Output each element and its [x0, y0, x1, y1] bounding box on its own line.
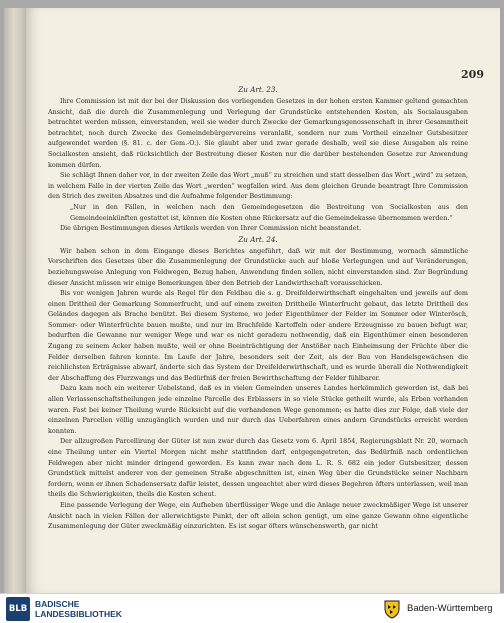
paragraph: Der allzugroßen Parcellirung der Güter ist nun zwar durch das Gesetz vom 6. April 1854, Regierungsblatt Nr. 20, wornach eine Theilung unter ein Viertel Morgen nicht mehr stattfinden darf, entgegengetreten, das Bedürfniß nach ordentlichen Feldwegen aber nicht minder dringend geworden. Es kann zwar nach dem L. R. S. 682 ein jeder Gutsbesitzer, dessen Grundstück mittelst anderer von der gemeinen Straße abgeschnitten ist, einen Weg über die Grundstücke seiner Nachbarn fordern, wenn er ihnen Schadensersatz dafür leistet, dessen ungeachtet aber wird dieses Begehren öfters unterlassen, weil man theils die Schwierigkeiten, theils die Kosten scheut.: [48, 437, 468, 499]
library-name-line2: LANDESBIBLIOTHEK: [35, 609, 122, 619]
state-name[interactable]: Baden-Württemberg: [407, 603, 493, 614]
page-text: [48, 84, 468, 532]
footer-bar: [0, 593, 504, 623]
section-heading-art-23: Zu Art. 23.: [238, 85, 278, 94]
quoted-provision: „Nur in den Fällen, in welchen nach den Gemeindegesetzen die Bestreitung von Socialkosten aus den Gemeindeeinkünften gestattet ist, können die Kosten ohne Rückersatz auf die Gemeindekasse übernommen werden.“: [70, 202, 468, 222]
paragraph: Wir haben schon in dem Eingange dieses Berichtes angeführt, daß wir mit der Bestimmung, wornach sämmtliche Vorschriften des Gesetzes über die Zusammenlegung der Grundstücke auch auf bloße Verlegungen und auf Veränderungen, beziehungsweise Anlegung von Feldwegen, Bezug haben, Anwendung finden sollen, nicht einverstanden sind. Zur Begründung dieser Ansicht müssen wir einige Bemerkungen über den Betrieb der Landwirthschaft vorausschicken.: [48, 246, 468, 287]
paragraph: Sie schlägt Ihnen daher vor, in der zweiten Zeile das Wort „muß“ zu streichen und statt desselben das Wort „wird“ zu setzen, in welchem Falle in der vierten Zeile das Wort „werden“ wegfallen wird. Aus dem gleichen Grunde beantragt Ihre Commission den Strich des zweiten Absatzes und die Aufnahme folgender Bestimmung:: [48, 171, 468, 201]
book-page-edges: [4, 8, 28, 593]
library-name-line1: BADISCHE: [35, 599, 80, 609]
baden-wuerttemberg-crest-icon: [382, 599, 402, 619]
blb-logo[interactable]: BLB: [6, 597, 30, 621]
paragraph: Eine passende Verlegung der Wege, ein Aufheben überflüssiger Wege und die Anlage neuer zweckmäßiger Wege ist unserer Ansicht nach in vielen Fällen der allerwichtigste Punkt, der oft allein schon genügt, um eine ganze Gewann ohne eigentliche Zusammenlegung der Güter zweckmäßig einzurichten. Es ist sogar öfters wünschenswerth, gar nicht: [48, 500, 468, 531]
paragraph: Die übrigen Bestimmungen dieses Artikels werden von Ihrer Commission nicht beanstandet.: [60, 224, 362, 233]
page-number: 209: [461, 68, 484, 81]
paragraph: Ihre Commission ist mit der bei der Diskussion des vorliegenden Gesetzes in der hohen ersten Kammer geltend gemachten Ansicht, daß die durch die Zusammenlegung und Verlegung der Grundstücke entstehenden Kosten, als Socialausgaben betrachtet werden müssen, einverstanden, weil sie weder durch Zwecke der Gemarkungsgenossenschaft in ihrer Gesammtheit betrachtet, noch durch Zwecke des Gemeindebürgervereins veranlaßt, sondern nur zum Vortheil einzelner Gutsbesitzer aufgewendet werden (§. 81. c. der Gem.-O.). Sie glaubt aber und zwar gerade deshalb, weil sie diese Ausgaben als reine Socialkosten ansieht, daß rücksichtlich der Bestreitung dieser Kosten nur die darüber bestehenden Gesetze zur Anwendung kommen dürfen.: [48, 97, 468, 169]
library-name[interactable]: [35, 599, 122, 619]
section-heading-art-24: Zu Art. 24.: [238, 234, 278, 244]
paragraph: Bis vor wenigen Jahren wurde als Regel für den Feldbau die s. g. Dreifelderwirthschaft eingehalten und jeweils auf dem einen Drittheil der Gemarkung Sommerfrucht, und auf einem zweiten Drittheile Winterfrucht gebaut, das letzte Drittheil des Geländes dagegen als Brache benützt. Bei diesem Systeme, wo jeder Eigenthümer der Felder im Sommer oder Winterösch, Sommer- oder Winterfrüchte bauen mußte, und nur im Brachfelde Kartoffeln oder andere Erzeugnisse zu bauen befugt war, bedurften die Gewanne nur weniger Wege und war es nicht geradezu nothwendig, daß ein Eigenthümer einen besonderen Zugang zu seinem Acker haben mußte, weil er ohne Beeinträchtigung der Anstößer nach Einheimsung der Früchte über die Felder derselben fahren konnte. Im Laufe der Jahre, besonders seit der Zeit, als der Bau von Handelsgewächsen die reichlichsten Erträgnisse abwarf, änderte sich das System der Dreifelderwirthschaft, und es wurde überall die Nothwendigkeit der Abschaffung des Flurzwangs und das Bedürfniß der freien Bewirthschaftung der Felder fühlbarer.: [48, 289, 468, 382]
paragraph: Dazu kam noch ein weiterer Uebelstand, daß es in vielen Gemeinden unseres Landes herkömmlich geworden ist, daß bei allen Verlassenschaftstheilungen jede einzelne Parcelle des Erblassers in so viele Stücke getheilt wurde, als Erben vorhanden waren. Fast bei keiner Theilung wurde Rücksicht auf die vorhandenen Wege genommen; es hatte dies zur Folge, daß viele der einzelnen Parcellen völlig unzugänglich wurden und nur durch das Ueberfahren eines andern Grundstücks erreicht werden konnten.: [48, 384, 468, 435]
